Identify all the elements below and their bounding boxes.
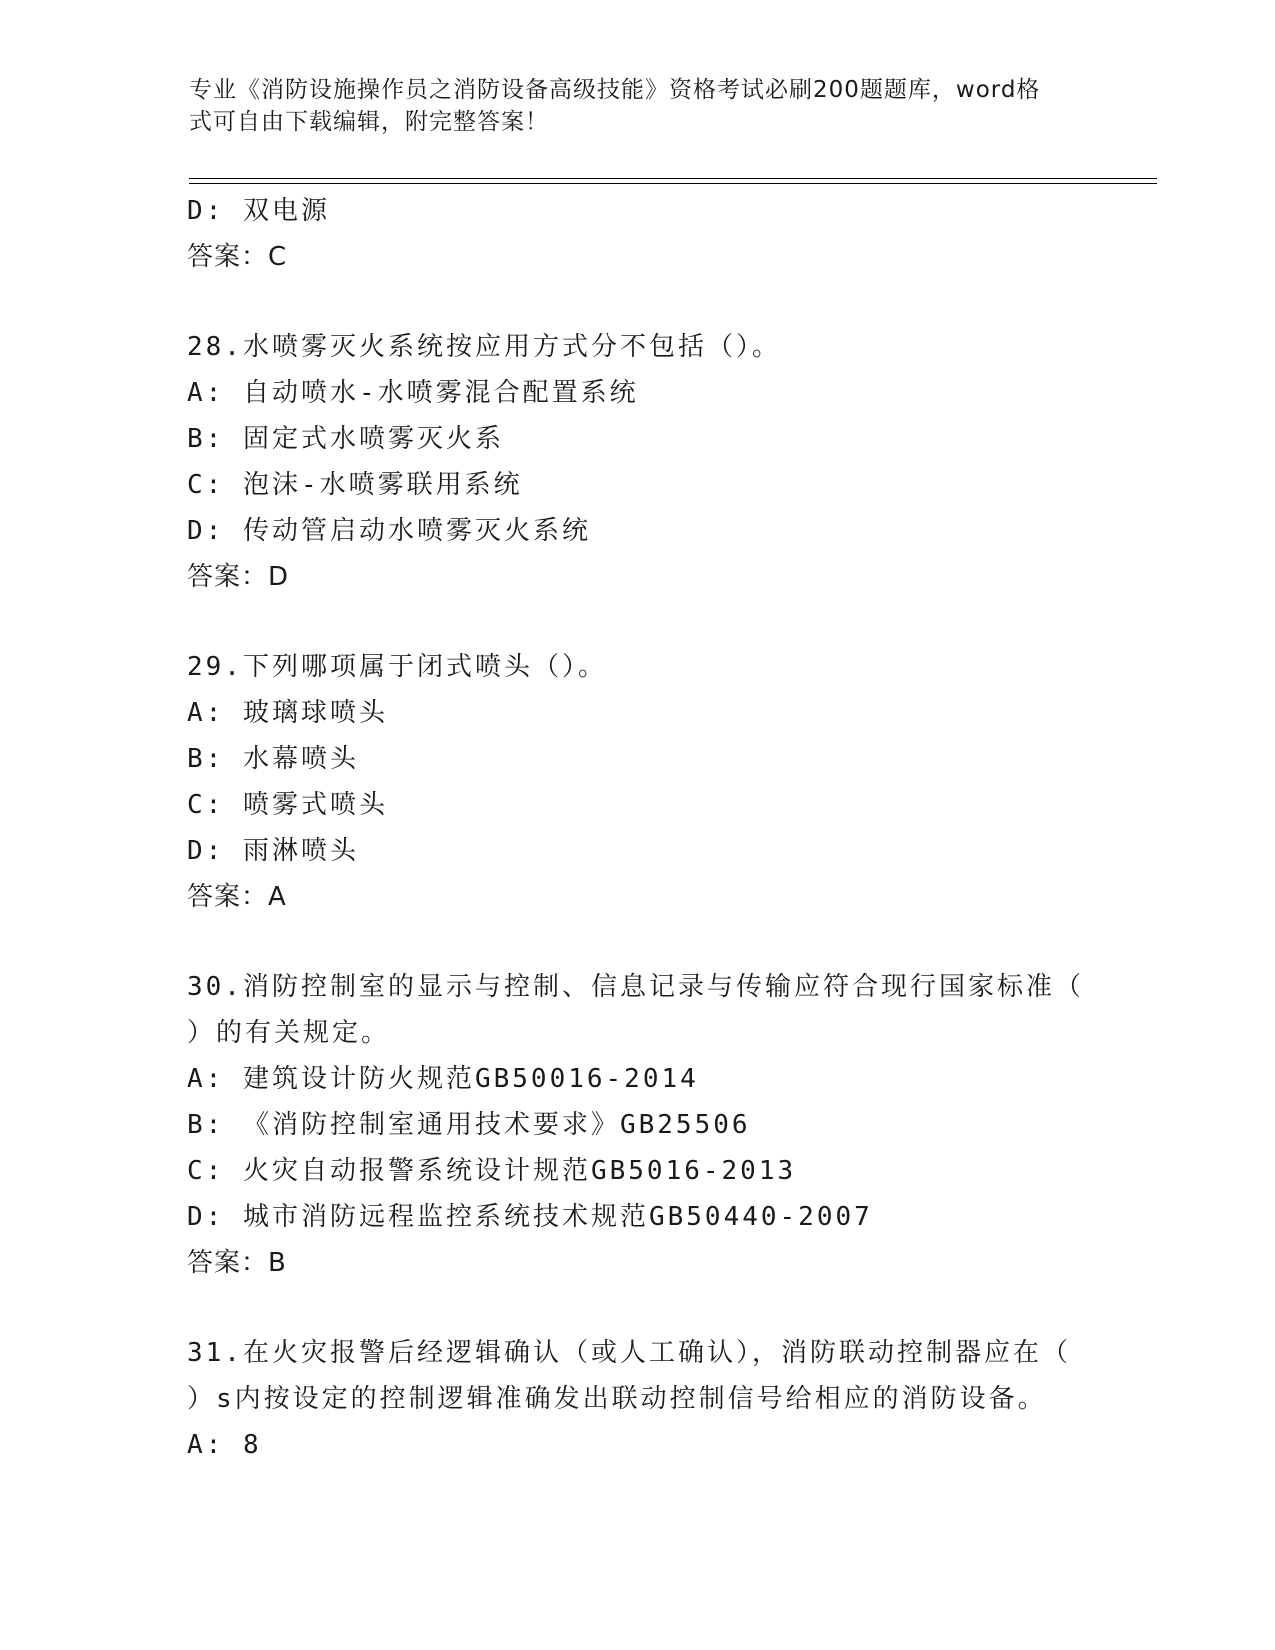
question-27 [187, 188, 1087, 280]
answer-line: 答案：D [187, 562, 290, 592]
option-a: A: 8 [187, 1430, 262, 1460]
option-d: D: 双电源 [187, 196, 330, 226]
answer-line: 答案：B [187, 1248, 287, 1278]
question-31 [187, 1330, 1087, 1468]
spacer [187, 1286, 1087, 1330]
option-d: D: 雨淋喷头 [187, 836, 359, 866]
option-d: D: 城市消防远程监控系统技术规范GB50440-2007 [187, 1202, 873, 1232]
question-30 [187, 964, 1087, 1286]
question-28 [187, 324, 1087, 600]
question-stem: 29.下列哪项属于闭式喷头（）。 [187, 652, 607, 682]
option-c: C: 喷雾式喷头 [187, 790, 388, 820]
option-c: C: 泡沫-水喷雾联用系统 [187, 470, 523, 500]
question-stem-line-1: 30.消防控制室的显示与控制、信息记录与传输应符合现行国家标准（ [187, 972, 1084, 1002]
option-c: C: 火灾自动报警系统设计规范GB5016-2013 [187, 1156, 797, 1186]
question-stem: 28.水喷雾灭火系统按应用方式分不包括（）。 [187, 332, 781, 362]
header-divider-top [189, 178, 1157, 179]
header-line-1: 专业《消防设施操作员之消防设备高级技能》资格考试必刷200题题库，word格 [189, 77, 1041, 103]
spacer [187, 600, 1087, 644]
spacer [187, 920, 1087, 964]
option-a: A: 自动喷水-水喷雾混合配置系统 [187, 378, 639, 408]
question-stem-line-1: 31.在火灾报警后经逻辑确认（或人工确认），消防联动控制器应在（ [187, 1338, 1071, 1368]
option-b: B: 固定式水喷雾灭火系 [187, 424, 504, 454]
question-stem-line-2: ）s内按设定的控制逻辑准确发出联动控制信号给相应的消防设备。 [187, 1384, 1047, 1414]
option-a: A: 玻璃球喷头 [187, 698, 388, 728]
answer-line: 答案：C [187, 242, 288, 272]
option-b: B: 《消防控制室通用技术要求》GB25506 [187, 1110, 751, 1140]
option-a: A: 建筑设计防火规范GB50016-2014 [187, 1064, 699, 1094]
answer-line: 答案：A [187, 882, 287, 912]
option-d: D: 传动管启动水喷雾灭火系统 [187, 516, 591, 546]
header-divider-bottom [189, 183, 1157, 184]
spacer [187, 280, 1087, 324]
question-list [187, 188, 1087, 1468]
question-stem-line-2: ）的有关规定。 [187, 1018, 391, 1048]
header-line-2: 式可自由下载编辑，附完整答案！ [189, 109, 549, 135]
option-b: B: 水幕喷头 [187, 744, 359, 774]
document-header [189, 74, 1069, 138]
question-29 [187, 644, 1087, 920]
